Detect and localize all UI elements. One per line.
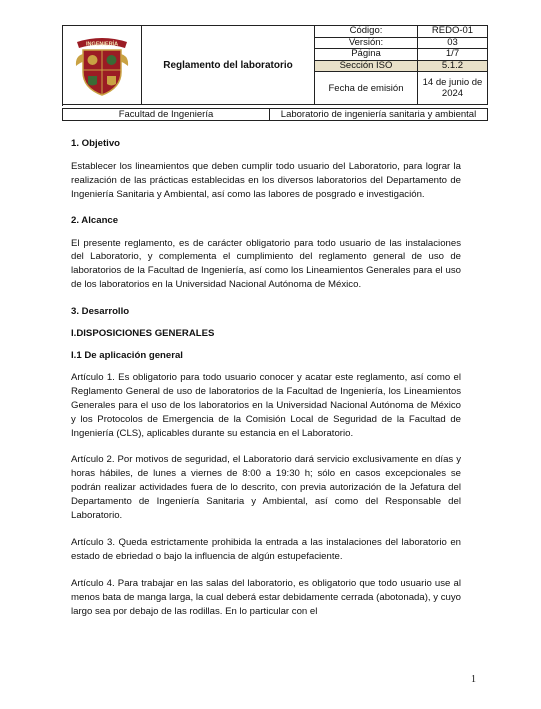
article-3: Artículo 3. Queda estrictamente prohibida la entrada a las instalaciones del laboratorio en estado de ebriedad o bajo la influencia de algún estupefaciente.	[71, 536, 461, 562]
page-label: Página	[315, 49, 418, 61]
article-4: Artículo 4. Para trabajar en las salas del laboratorio, es obligatorio que todo usuario use al menos bata de manga larga, la cual deberá estar debidamente cerrada (abotonada), y cuyo largo sea por debajo de las rodillas. En lo particular con el	[71, 577, 461, 617]
article-2: Artículo 2. Por motivos de seguridad, el Laboratorio dará servicio exclusivamente en días y horas hábiles, de lunes a viernes de 8:00 a 19:30 h; sólo en casos excepcionales se podrán realizar actividades fuera de lo descrito, con previa autorización de la Jefatura del Departamento de Ingeniería Sanitaria y Ambiental, así como del Responsable del Laboratorio.	[71, 454, 461, 522]
document-header-table	[62, 25, 488, 105]
issue-date-label: Fecha de emisión	[315, 72, 418, 105]
document-subheader-table	[62, 108, 488, 121]
lab-name: Laboratorio de ingeniería sanitaria y ambiental	[270, 109, 488, 121]
general-provisions-heading: I.DISPOSICIONES GENERALES	[71, 328, 215, 340]
iso-section-value: 5.1.2	[418, 60, 488, 72]
version-value: 03	[418, 37, 488, 49]
article-1: Artículo 1. Es obligatorio para todo usuario conocer y acatar este reglamento, así como el Reglamento General de uso de laboratorios de la Facultad de Ingeniería, los Lineamientos Generales para el uso de los laboratorios en la Universidad Nacional Autónoma de México y los Protocolos de Emergencia de la Comisión Local de Seguridad de la Facultad de Ingeniería (CLS), aplicables durante su estancia en el Laboratorio.	[71, 371, 461, 439]
iso-section-label: Sección ISO	[315, 60, 418, 72]
version-label: Versión:	[315, 37, 418, 49]
section-development-heading: 3. Desarrollo	[71, 306, 130, 318]
section-objective-heading: 1. Objetivo	[71, 138, 121, 149]
logo-lettering: INGENIERÍA	[85, 41, 119, 48]
section-scope-heading: 2. Alcance	[71, 214, 119, 226]
page-number: 1	[471, 674, 476, 685]
page-value: 1/7	[418, 49, 488, 61]
general-application-heading: I.1 De aplicación general	[71, 349, 183, 361]
issue-date-value: 14 de junio de 2024	[418, 72, 488, 105]
code-label: Código:	[315, 26, 418, 38]
crest-icon	[73, 32, 131, 98]
section-objective-text: Establecer los lineamientos que deben cumplir todo usuario del Laboratorio, para lograr la realización de las prácticas establecidas en los diversos laboratorios del Departamento de Ingeniería Sanitaria y Ambiental, así como las labores de posgrado e investigación.	[71, 160, 461, 200]
faculty-name: Facultad de Ingeniería	[63, 109, 270, 121]
document-body	[71, 137, 461, 618]
code-value: REDO-01	[418, 26, 488, 38]
faculty-logo	[63, 26, 142, 105]
section-scope-text: El presente reglamento, es de carácter obligatorio para todo usuario de las instalaciones del Laboratorio, y complementa el cumplimiento del reglamento general de uso de laboratorios de la Facultad de Ingeniería, así como los Lineamientos Generales para el uso de los laboratorios en la Universidad Nacional Autónoma de México.	[71, 237, 461, 291]
document-title: Reglamento del laboratorio	[142, 26, 315, 105]
